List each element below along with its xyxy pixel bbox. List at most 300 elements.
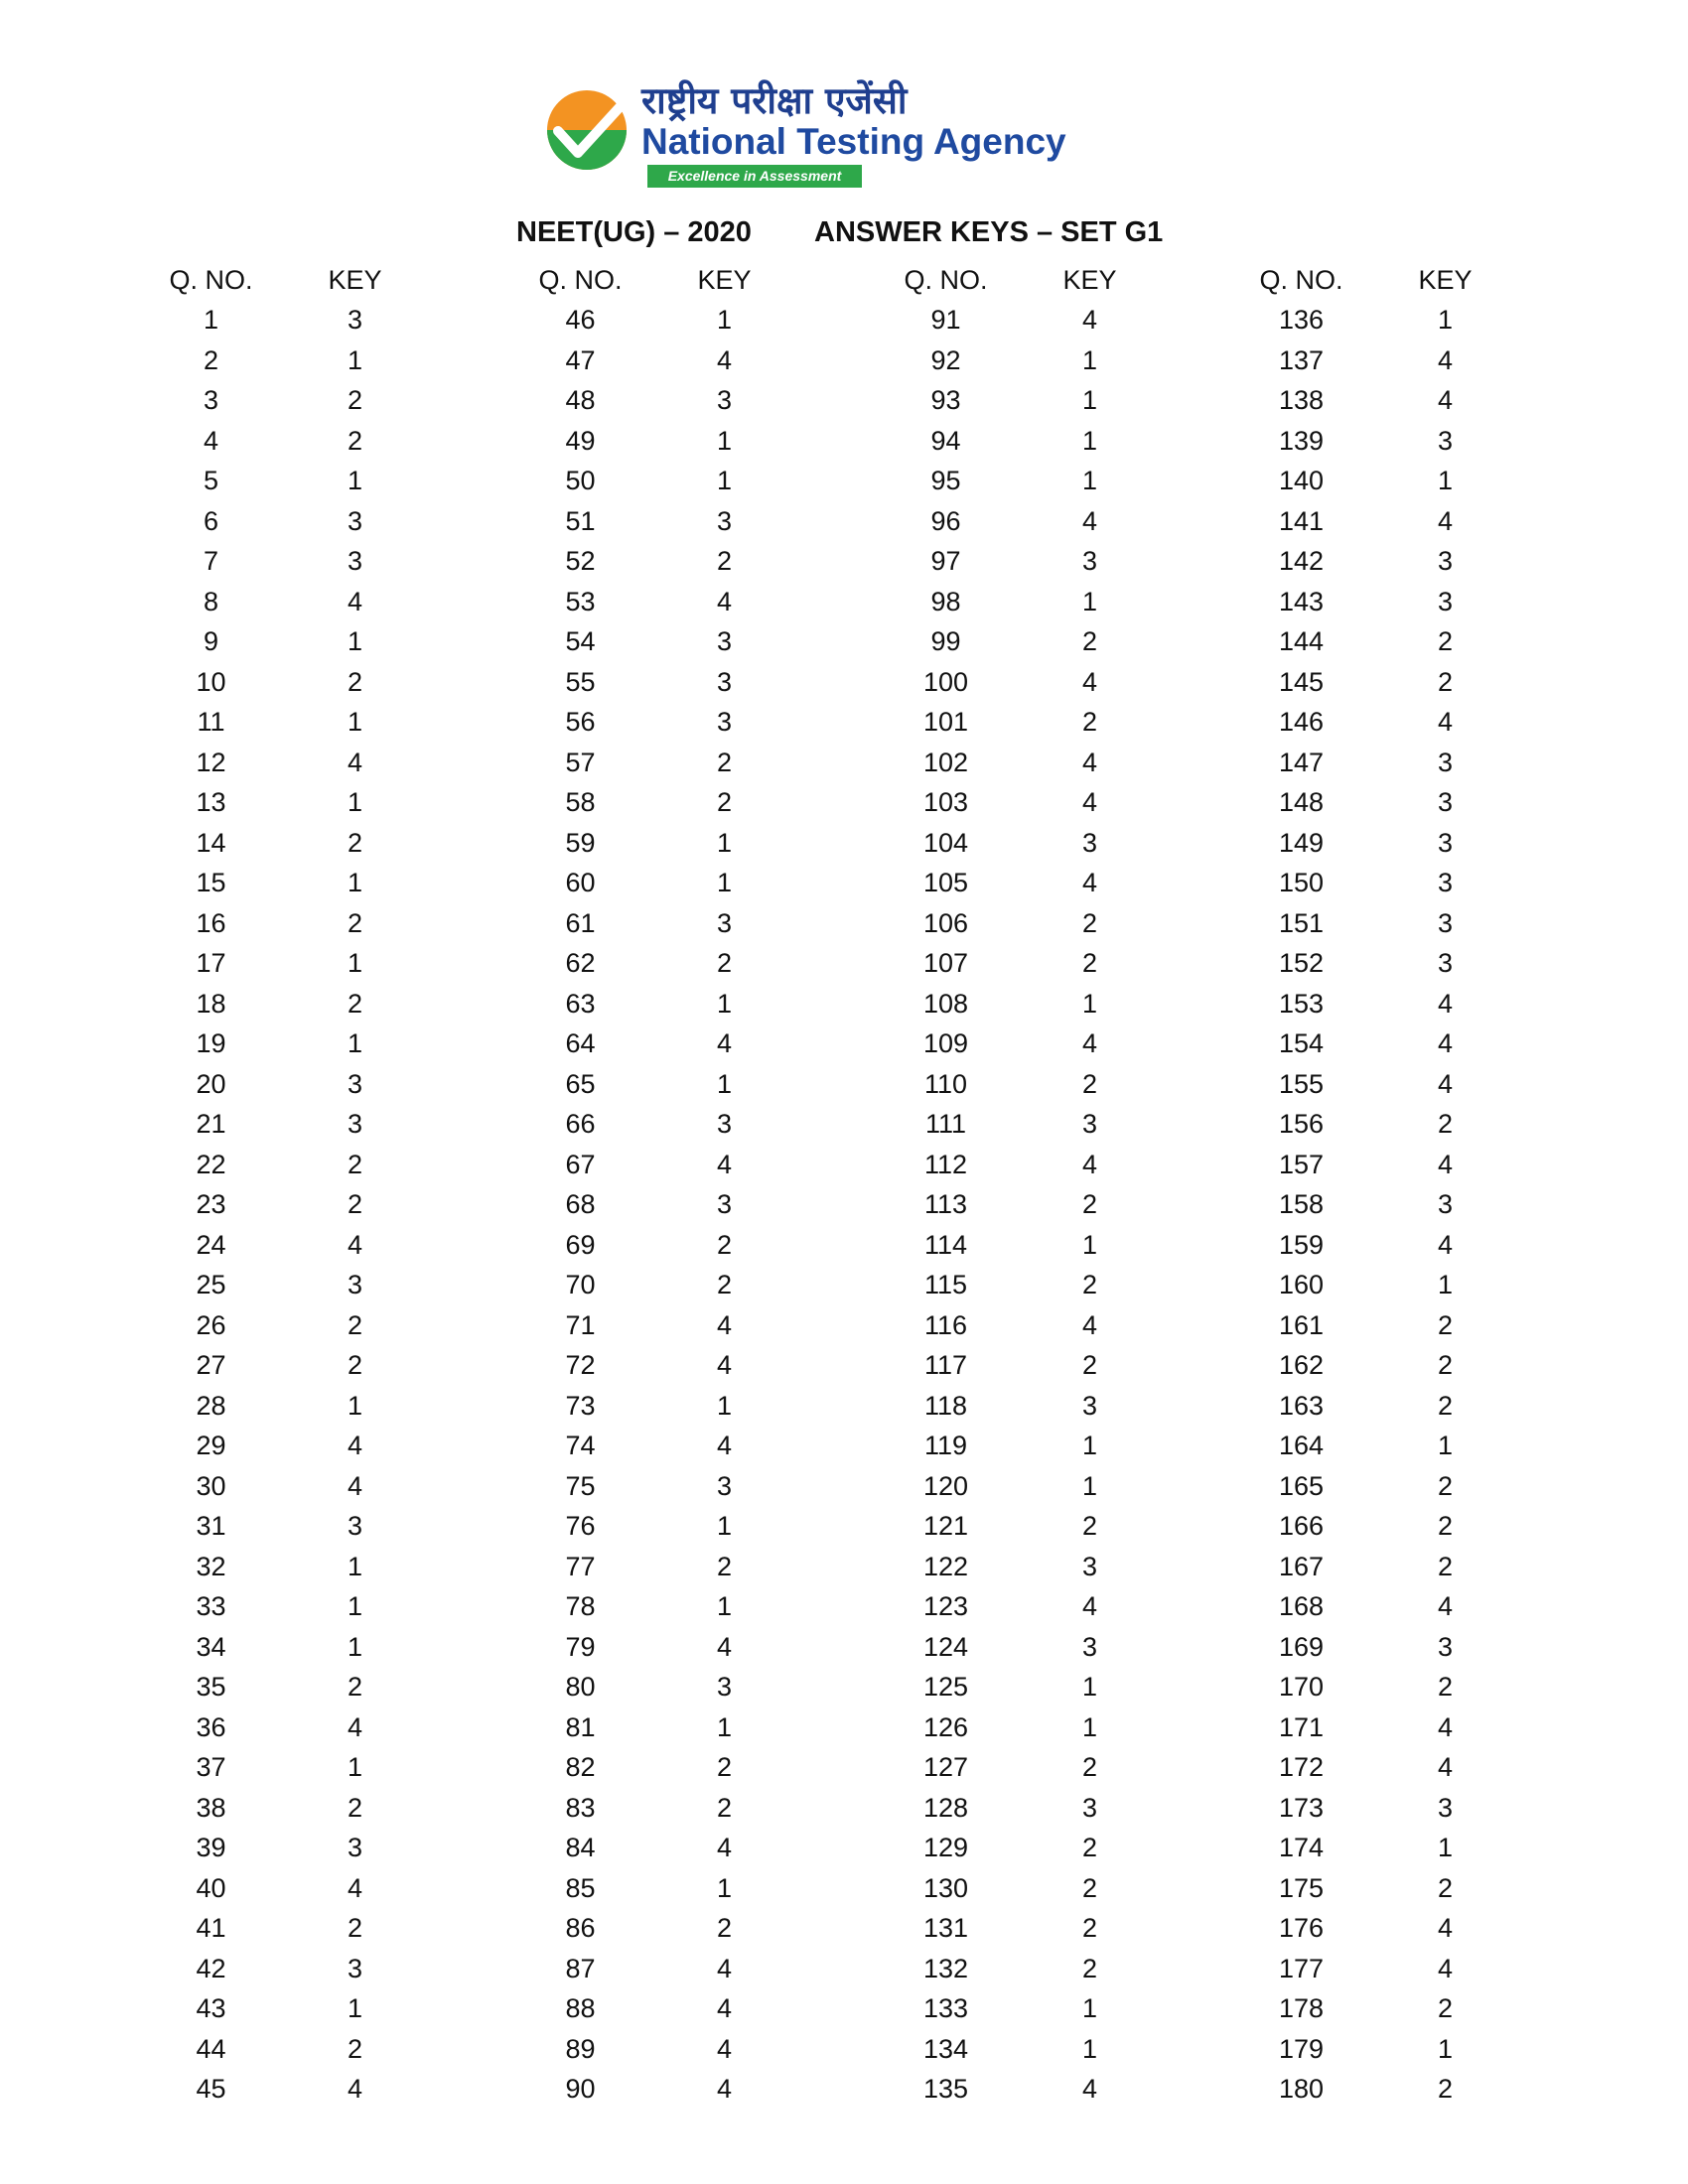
answer-row (1229, 380, 1517, 421)
answer-key: 1 (716, 425, 733, 456)
answer-row (1229, 300, 1517, 341)
question-number: 18 (196, 988, 226, 1019)
answer-row (1229, 662, 1517, 703)
answer-row (508, 1547, 796, 1587)
question-number: 68 (565, 1189, 596, 1219)
answer-key: 3 (347, 1833, 363, 1862)
question-number: 40 (196, 1872, 226, 1903)
question-number: 73 (565, 1390, 596, 1421)
answer-key: 4 (1081, 1028, 1098, 1058)
answer-key: 1 (1081, 988, 1098, 1019)
answer-key: 4 (1081, 505, 1098, 536)
answer-row (1229, 943, 1517, 984)
question-number: 148 (1278, 787, 1325, 817)
question-number: 165 (1278, 1470, 1325, 1501)
answer-key: 4 (716, 1149, 733, 1179)
question-number: 107 (922, 948, 969, 978)
question-number: 124 (922, 1631, 969, 1662)
answer-key: 1 (716, 1711, 733, 1742)
answer-key: 2 (716, 1229, 733, 1260)
answer-key: 2 (716, 948, 733, 978)
answer-key: 4 (716, 586, 733, 616)
answer-row (508, 823, 796, 864)
answer-row (139, 300, 427, 341)
question-number: 126 (922, 1711, 969, 1742)
question-number: 21 (196, 1109, 226, 1139)
question-number: 114 (923, 1229, 968, 1260)
answer-key: 3 (1437, 546, 1454, 576)
answer-row (1229, 1184, 1517, 1225)
answer-row (139, 541, 427, 582)
answer-key: 2 (1081, 1833, 1098, 1862)
answer-key: 2 (347, 1350, 363, 1380)
question-number: 158 (1278, 1189, 1325, 1219)
answer-row (139, 1265, 427, 1305)
answer-key: 1 (716, 988, 733, 1019)
answer-row (508, 1868, 796, 1909)
question-number: 5 (203, 466, 219, 495)
question-number: 106 (922, 907, 969, 938)
answer-row (508, 782, 796, 823)
answer-row (508, 2069, 796, 2110)
question-number: 122 (922, 1551, 969, 1581)
question-number: 103 (922, 787, 969, 817)
answer-row (874, 1908, 1162, 1949)
answer-key: 1 (716, 305, 733, 335)
answer-key: 2 (1437, 1309, 1454, 1340)
question-number: 34 (196, 1631, 226, 1662)
answer-key: 3 (716, 626, 733, 656)
answer-row (139, 2069, 427, 2110)
answer-key: 3 (347, 1953, 363, 1983)
question-number: 133 (922, 1993, 969, 2023)
question-number: 25 (196, 1270, 226, 1299)
answer-key: 4 (347, 1229, 363, 1260)
answer-key: 2 (1081, 707, 1098, 737)
question-number: 58 (565, 787, 596, 817)
qno-header: Q. NO. (1259, 265, 1343, 295)
answer-row (874, 1184, 1162, 1225)
question-number: 105 (922, 868, 969, 897)
answer-key: 2 (1081, 1189, 1098, 1219)
question-number: 81 (565, 1711, 596, 1742)
answer-row (1229, 1868, 1517, 1909)
question-number: 74 (565, 1431, 596, 1460)
question-number: 22 (196, 1149, 226, 1179)
nta-check-circle-icon (544, 87, 630, 173)
answer-row (508, 421, 796, 462)
answer-row (874, 1949, 1162, 1989)
answer-row (139, 1949, 427, 1989)
answer-row (1229, 421, 1517, 462)
answer-row (139, 702, 427, 743)
question-number: 142 (1278, 546, 1325, 576)
answer-key: 1 (347, 1591, 363, 1621)
question-number: 32 (196, 1551, 226, 1581)
answer-row (874, 2029, 1162, 2070)
answer-key: 4 (347, 1431, 363, 1460)
answer-key: 2 (1081, 1511, 1098, 1541)
key-header: KEY (1062, 265, 1117, 295)
answer-row (508, 903, 796, 944)
answer-row (874, 1788, 1162, 1829)
answer-row (139, 1305, 427, 1346)
answer-row (1229, 1466, 1517, 1507)
question-number: 97 (930, 546, 961, 576)
answer-key: 2 (716, 1913, 733, 1943)
answer-row (874, 1345, 1162, 1386)
answer-key: 2 (1081, 1350, 1098, 1380)
answer-row (508, 1386, 796, 1427)
answer-column-3 (874, 260, 1162, 2110)
answer-key: 4 (1437, 1068, 1454, 1099)
answer-key: 3 (1437, 787, 1454, 817)
answer-key: 1 (1081, 1711, 1098, 1742)
answer-row (508, 341, 796, 381)
column-header (874, 260, 1162, 300)
question-number: 77 (565, 1551, 596, 1581)
answer-key: 4 (716, 1631, 733, 1662)
answer-key: 4 (1081, 1309, 1098, 1340)
answer-row (508, 1747, 796, 1788)
question-number: 26 (196, 1309, 226, 1340)
question-number: 1 (203, 305, 219, 335)
answer-row (139, 1225, 427, 1266)
question-number: 64 (565, 1028, 596, 1058)
question-number: 138 (1278, 385, 1325, 415)
answer-row (508, 662, 796, 703)
answer-key: 1 (347, 868, 363, 897)
answer-key: 2 (1081, 1913, 1098, 1943)
question-number: 66 (565, 1109, 596, 1139)
answer-key: 1 (1437, 466, 1454, 495)
answer-key: 3 (347, 546, 363, 576)
answer-key: 3 (347, 305, 363, 335)
question-number: 167 (1278, 1551, 1325, 1581)
answer-key: 1 (1081, 466, 1098, 495)
answer-key: 3 (716, 907, 733, 938)
answer-row (1229, 1707, 1517, 1748)
answer-row (508, 1828, 796, 1868)
answer-row (508, 1949, 796, 1989)
answer-key: 2 (716, 1752, 733, 1782)
answer-row (139, 1908, 427, 1949)
answer-row (508, 1024, 796, 1064)
question-number: 146 (1278, 707, 1325, 737)
answer-row (874, 1104, 1162, 1145)
answer-key: 2 (1437, 1511, 1454, 1541)
answer-key: 1 (1437, 305, 1454, 335)
answer-key: 1 (716, 1511, 733, 1541)
answer-key: 3 (1437, 868, 1454, 897)
answer-key: 4 (716, 1431, 733, 1460)
key-header: KEY (1418, 265, 1473, 295)
answer-row (139, 1586, 427, 1627)
answer-row (1229, 743, 1517, 783)
question-number: 38 (196, 1792, 226, 1823)
answer-row (874, 1586, 1162, 1627)
answer-row (508, 2029, 796, 2070)
answer-row (874, 1466, 1162, 1507)
question-number: 152 (1278, 948, 1325, 978)
answer-key: 3 (716, 385, 733, 415)
answer-row (508, 501, 796, 542)
answer-row (508, 1586, 796, 1627)
answer-row (139, 1828, 427, 1868)
question-number: 52 (565, 546, 596, 576)
answer-row (874, 1547, 1162, 1587)
answer-key: 2 (716, 1270, 733, 1299)
question-number: 6 (203, 505, 219, 536)
answer-row (139, 1707, 427, 1748)
answer-row (508, 621, 796, 662)
answer-row (1229, 1024, 1517, 1064)
answer-row (139, 461, 427, 501)
answer-row (508, 1345, 796, 1386)
question-number: 11 (197, 707, 225, 737)
question-number: 130 (922, 1872, 969, 1903)
answer-row (874, 421, 1162, 462)
answer-key: 2 (347, 1672, 363, 1702)
answer-key: 2 (1437, 1109, 1454, 1139)
question-number: 92 (930, 344, 961, 375)
answer-key: 4 (1081, 868, 1098, 897)
question-number: 98 (930, 586, 961, 616)
question-number: 37 (196, 1752, 226, 1782)
answer-key: 4 (1081, 1591, 1098, 1621)
answer-row (139, 662, 427, 703)
question-number: 168 (1278, 1591, 1325, 1621)
answer-key: 2 (1081, 1752, 1098, 1782)
question-number: 129 (922, 1833, 969, 1862)
question-number: 15 (196, 868, 226, 897)
question-number: 111 (924, 1109, 967, 1139)
answer-row (874, 943, 1162, 984)
answer-row (1229, 1828, 1517, 1868)
question-number: 125 (922, 1672, 969, 1702)
answer-row (874, 1426, 1162, 1466)
question-number: 16 (196, 907, 226, 938)
answer-key: 1 (347, 1551, 363, 1581)
question-number: 164 (1278, 1431, 1325, 1460)
answer-row (508, 1305, 796, 1346)
answer-key: 1 (716, 466, 733, 495)
answer-key: 2 (1437, 2074, 1454, 2104)
answer-key: 1 (1437, 1270, 1454, 1299)
answer-row (874, 1707, 1162, 1748)
answer-row (508, 1265, 796, 1305)
answer-key: 4 (1437, 988, 1454, 1019)
answer-key: 1 (1437, 1431, 1454, 1460)
answer-key: 2 (1081, 626, 1098, 656)
answer-key: 4 (1437, 1591, 1454, 1621)
question-number: 44 (196, 2033, 226, 2064)
answer-key: 3 (1437, 827, 1454, 858)
question-number: 100 (922, 666, 969, 697)
question-number: 57 (565, 747, 596, 777)
answer-row (874, 582, 1162, 622)
answer-row (874, 1386, 1162, 1427)
answer-key: 2 (347, 907, 363, 938)
answer-row (874, 1145, 1162, 1185)
answer-row (508, 1104, 796, 1145)
answer-row (874, 1225, 1162, 1266)
answer-key: 4 (716, 1953, 733, 1983)
answer-key: 1 (716, 1390, 733, 1421)
key-header: KEY (697, 265, 752, 295)
answer-key: 3 (1081, 546, 1098, 576)
answer-row (874, 743, 1162, 783)
answer-key: 3 (716, 1470, 733, 1501)
answer-key: 3 (1081, 827, 1098, 858)
answer-row (1229, 984, 1517, 1024)
question-number: 95 (930, 466, 961, 495)
question-number: 50 (565, 466, 596, 495)
question-number: 141 (1278, 505, 1325, 536)
question-number: 9 (203, 626, 219, 656)
answer-key: 3 (347, 1109, 363, 1139)
question-number: 112 (923, 1149, 968, 1179)
question-number: 70 (565, 1270, 596, 1299)
answer-row (1229, 1949, 1517, 1989)
answer-key-set-title: ANSWER KEYS – SET G1 (814, 216, 1164, 248)
answer-key: 1 (347, 626, 363, 656)
question-number: 30 (196, 1470, 226, 1501)
answer-key: 1 (347, 344, 363, 375)
answer-row (1229, 1586, 1517, 1627)
question-number: 88 (565, 1993, 596, 2023)
question-number: 83 (565, 1792, 596, 1823)
question-number: 145 (1278, 666, 1325, 697)
answer-row (139, 1747, 427, 1788)
answer-row (874, 1305, 1162, 1346)
question-number: 85 (565, 1872, 596, 1903)
column-header (139, 260, 427, 300)
answer-key: 3 (716, 505, 733, 536)
question-number: 2 (203, 344, 219, 375)
question-number: 120 (922, 1470, 969, 1501)
answer-key: 3 (716, 1189, 733, 1219)
answer-key: 1 (1081, 1993, 1098, 2023)
answer-row (1229, 2029, 1517, 2070)
answer-row (874, 1265, 1162, 1305)
question-number: 96 (930, 505, 961, 536)
question-number: 31 (196, 1511, 226, 1541)
answer-row (508, 1788, 796, 1829)
question-number: 170 (1278, 1672, 1325, 1702)
answer-key: 3 (1437, 586, 1454, 616)
question-number: 139 (1278, 425, 1325, 456)
answer-key: 3 (716, 1109, 733, 1139)
question-number: 110 (923, 1068, 968, 1099)
question-number: 101 (922, 707, 969, 737)
question-number: 116 (923, 1309, 968, 1340)
question-number: 80 (565, 1672, 596, 1702)
answer-row (874, 1667, 1162, 1707)
question-number: 169 (1278, 1631, 1325, 1662)
question-number: 42 (196, 1953, 226, 1983)
question-number: 154 (1278, 1028, 1325, 1058)
question-number: 117 (923, 1350, 968, 1380)
answer-key: 4 (716, 2033, 733, 2064)
question-number: 159 (1278, 1229, 1325, 1260)
question-number: 166 (1278, 1511, 1325, 1541)
question-number: 127 (922, 1752, 969, 1782)
answer-row (874, 1747, 1162, 1788)
question-number: 156 (1278, 1109, 1325, 1139)
answer-key: 2 (347, 425, 363, 456)
answer-key: 4 (1437, 1229, 1454, 1260)
question-number: 82 (565, 1752, 596, 1782)
answer-row (874, 2069, 1162, 2110)
answer-row (508, 1466, 796, 1507)
question-number: 3 (203, 385, 219, 415)
question-number: 72 (565, 1350, 596, 1380)
question-number: 13 (196, 787, 226, 817)
answer-key: 4 (716, 1833, 733, 1862)
answer-key: 2 (1081, 907, 1098, 938)
agency-tagline: Excellence in Assessment (647, 165, 862, 188)
question-number: 163 (1278, 1390, 1325, 1421)
answer-row (874, 1988, 1162, 2029)
answer-row (874, 461, 1162, 501)
question-number: 113 (923, 1189, 968, 1219)
question-number: 134 (922, 2033, 969, 2064)
answer-row (1229, 621, 1517, 662)
answer-key: 2 (1437, 1872, 1454, 1903)
answer-row (139, 782, 427, 823)
question-number: 62 (565, 948, 596, 978)
answer-row (1229, 1506, 1517, 1547)
answer-key: 3 (1081, 1390, 1098, 1421)
answer-key: 4 (347, 747, 363, 777)
answer-row (508, 943, 796, 984)
answer-row (874, 782, 1162, 823)
question-number: 59 (565, 827, 596, 858)
answer-key: 2 (1437, 1551, 1454, 1581)
answer-key: 2 (347, 827, 363, 858)
question-number: 177 (1278, 1953, 1325, 1983)
answer-row (139, 1868, 427, 1909)
question-number: 79 (565, 1631, 596, 1662)
answer-key: 3 (1081, 1551, 1098, 1581)
question-number: 178 (1278, 1993, 1325, 2023)
answer-key: 2 (347, 385, 363, 415)
answer-key: 3 (1437, 747, 1454, 777)
answer-key: 2 (347, 2033, 363, 2064)
answer-row (139, 1988, 427, 2029)
answer-row (874, 1828, 1162, 1868)
question-number: 35 (196, 1672, 226, 1702)
answer-row (508, 1988, 796, 2029)
question-number: 93 (930, 385, 961, 415)
answer-row (874, 702, 1162, 743)
question-number: 90 (565, 2074, 596, 2104)
answer-key: 2 (1081, 1270, 1098, 1299)
answer-key: 3 (716, 1672, 733, 1702)
answer-row (1229, 501, 1517, 542)
answer-key: 4 (1437, 385, 1454, 415)
answer-row (139, 1667, 427, 1707)
answer-row (874, 501, 1162, 542)
question-number: 118 (923, 1390, 968, 1421)
answer-key: 1 (347, 707, 363, 737)
question-number: 84 (565, 1833, 596, 1862)
answer-key: 4 (716, 344, 733, 375)
answer-row (1229, 1145, 1517, 1185)
answer-key: 1 (347, 787, 363, 817)
answer-row (139, 2029, 427, 2070)
